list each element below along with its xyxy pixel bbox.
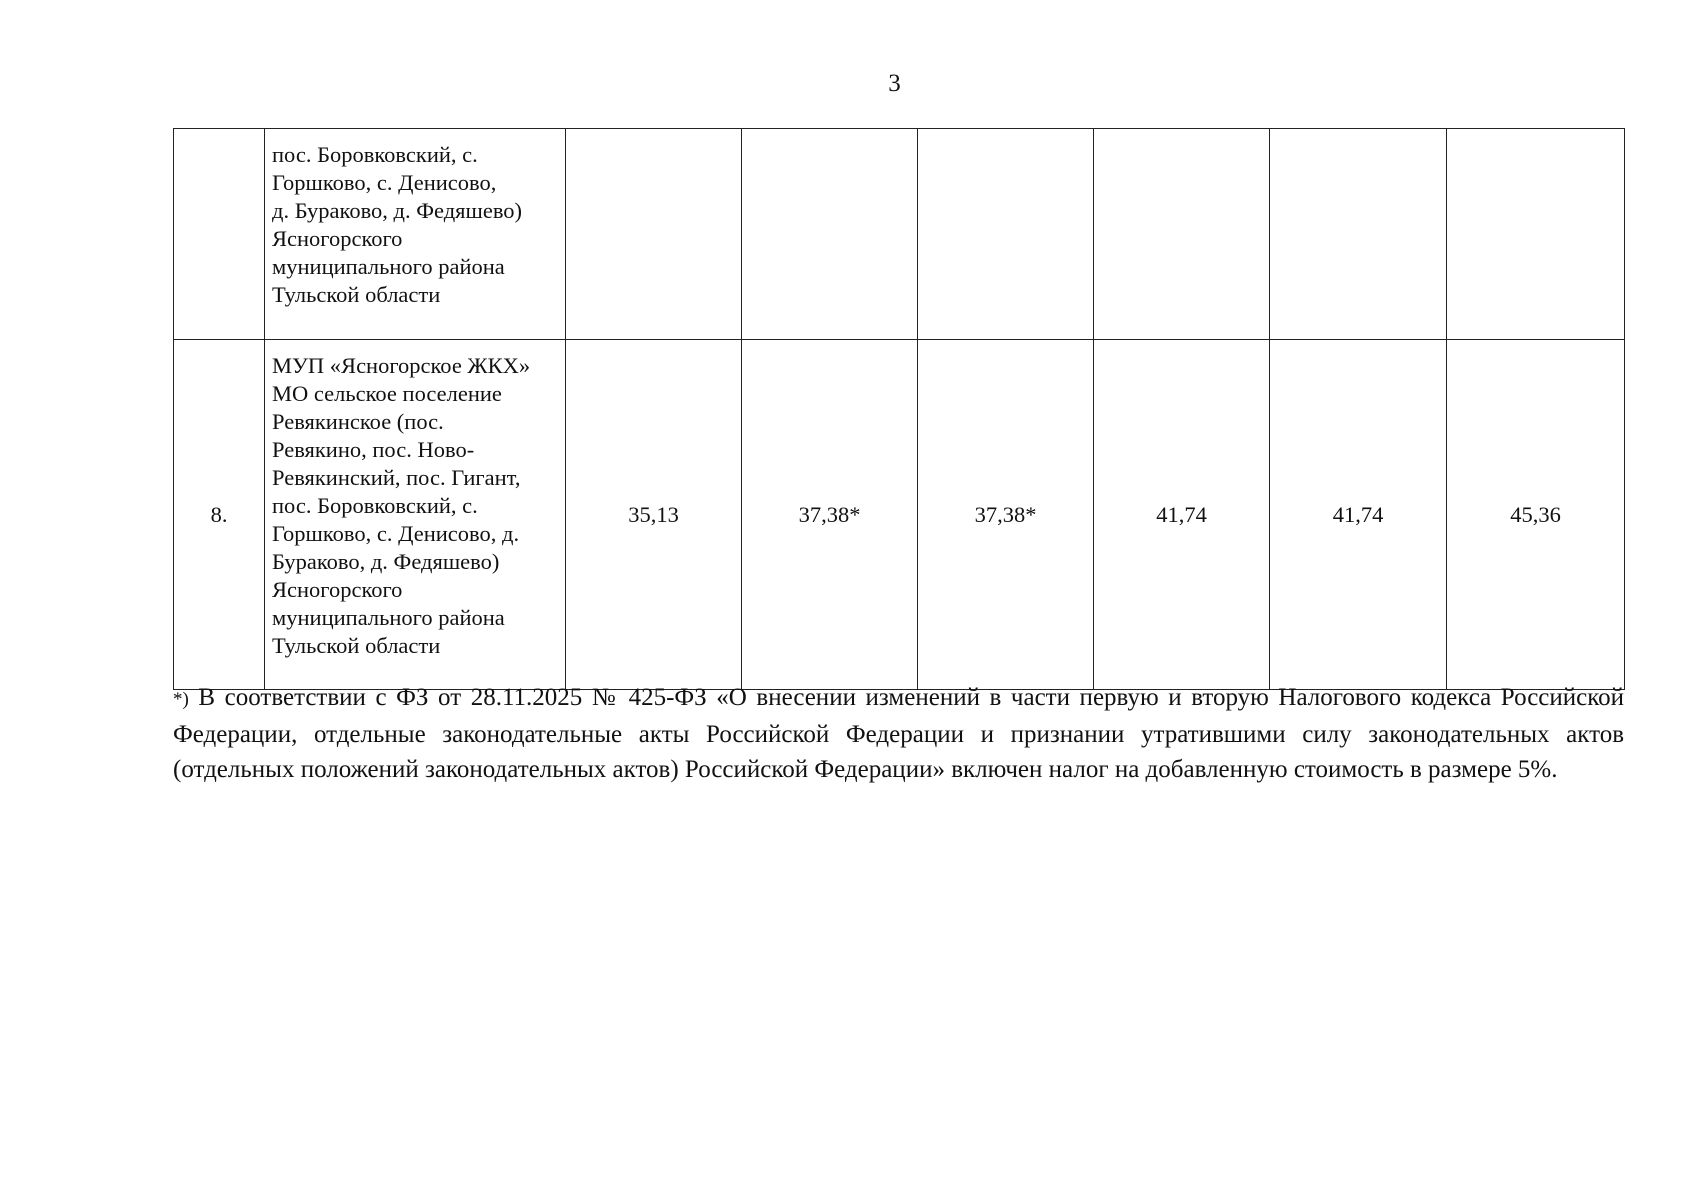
organization-name-cell: пос. Боровковский, с. Горшково, с. Денисово, д. Бураково, д. Федяшево) Ясногорского муниципального района Тульской области [265, 129, 566, 340]
tariff-value-cell: 45,36 [1447, 340, 1625, 690]
row-index-cell: 8. [174, 340, 265, 690]
tariff-value-cell [742, 129, 918, 340]
tariff-table [173, 128, 1625, 690]
tariff-value-cell: 35,13 [566, 340, 742, 690]
tariff-value-cell: 37,38* [918, 340, 1094, 690]
tariff-value-cell: 37,38* [742, 340, 918, 690]
footnote [173, 680, 1624, 787]
tariff-value-cell: 41,74 [1094, 340, 1270, 690]
table-row [174, 129, 1625, 340]
tariff-value-cell [1094, 129, 1270, 340]
footnote-marker: *) [173, 689, 189, 710]
page-number: 3 [888, 70, 901, 97]
organization-name-cell: МУП «Ясногорское ЖКХ» МО сельское поселение Ревякинское (пос. Ревякино, пос. Ново- Ревякинский, пос. Гигант, пос. Боровковский, с. Горшково, с. Денисово, д. Бураково, д. Федяшево) Ясногорского муниципального района Тульской области [265, 340, 566, 690]
tariff-value-cell [918, 129, 1094, 340]
row-index-cell [174, 129, 265, 340]
tariff-value-cell [1270, 129, 1447, 340]
tariff-value-cell: 41,74 [1270, 340, 1447, 690]
footnote-text: В соответствии с ФЗ от 28.11.2025 № 425-ФЗ «О внесении изменений в части первую и вторую Налогового кодекса Российской Федерации, отдельные законодательные акты Российской Федерации и признании утратившими силу законодательных актов (отдельных положений законодательных актов) Российской Федерации» включен налог на добавленную стоимость в размере 5%. [173, 684, 1624, 783]
tariff-value-cell [1447, 129, 1625, 340]
tariff-value-cell [566, 129, 742, 340]
table-row [174, 340, 1625, 690]
